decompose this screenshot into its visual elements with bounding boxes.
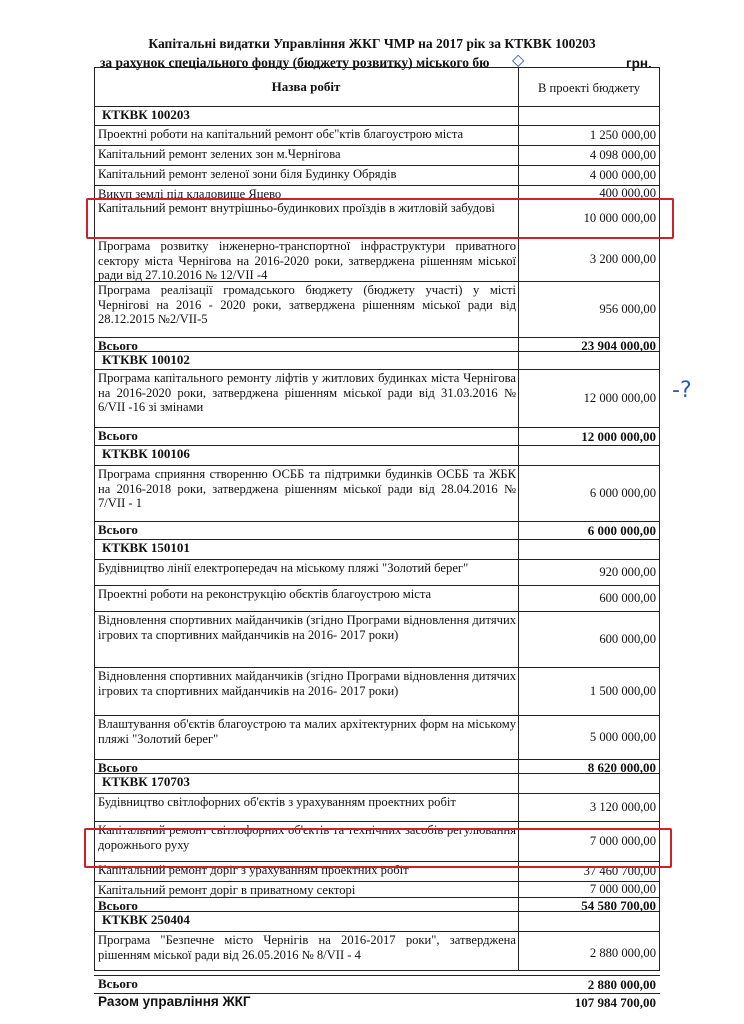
row-label: Програма реалізації громадського бюджету (бюджету участі) у місті Чернігові на 2016 - 2020 роки, затверджена рішенням міської ради від 28.12.2015 №2/VII-5 [98, 283, 516, 326]
row-label: Програма сприяння створенню ОСББ та підтримки будинків ОСББ та ЖБК на 2016-2018 роки, затверджена рішенням міської ради від 28.04.2016 № 7/VII - 1 [98, 467, 516, 510]
section-code: КТКВК 170703 [102, 774, 190, 789]
table-row [94, 281, 660, 337]
table-row [94, 585, 660, 611]
table-row [94, 165, 660, 185]
table-row [94, 559, 660, 585]
grand-total-row [94, 993, 660, 1011]
row-amount: 4 000 000,00 [589, 168, 656, 182]
section-code: КТКВК 100203 [102, 107, 190, 122]
row-label: Всього [98, 760, 138, 775]
header-name: Назва робіт [271, 79, 341, 94]
row-amount: 3 120 000,00 [589, 800, 656, 814]
total-row [94, 897, 660, 911]
total-row [94, 759, 660, 773]
table-row [94, 145, 660, 165]
row-amount: 5 000 000,00 [589, 730, 656, 744]
row-amount: 54 580 700,00 [581, 898, 656, 913]
row-amount: 23 904 000,00 [581, 338, 656, 353]
row-amount: 2 880 000,00 [587, 977, 656, 992]
row-amount: 8 620 000,00 [587, 760, 656, 775]
table-row [94, 931, 660, 975]
row-label: Програма капітального ремонту ліфтів у житлових будинках міста Чернігова на 2016-2020 роки, затверджена рішенням міської ради від 31.03.2016 № 6/VII -16 зі змінами [98, 371, 516, 414]
row-amount: 7 000 000,00 [589, 882, 656, 896]
total-row [94, 975, 660, 993]
row-label: Будівництво лінії електропередач на міському пляжі "Золотий берег" [98, 561, 469, 575]
row-label: Капітальний ремонт зелених зон м.Чернігова [98, 147, 341, 161]
table-row [94, 369, 660, 427]
section-code: КТКВК 150101 [102, 540, 190, 555]
total-row [94, 427, 660, 445]
row-label: Капітальний ремонт доріг в приватному секторі [98, 883, 356, 897]
table-row [94, 667, 660, 715]
section-header-row [94, 106, 660, 125]
row-label: Відновлення спортивних майданчиків (згідно Програми відновлення дитячих ігрових та спортивних майданчиків на 2016- 2017 роки) [98, 669, 516, 698]
header-budget: В проекті бюджету [537, 81, 641, 95]
table-row [94, 715, 660, 759]
highlight-box [84, 828, 672, 868]
row-amount: 2 880 000,00 [589, 946, 656, 960]
row-label: Програма розвитку інженерно-транспортної інфраструктури приватного сектору міста Чернігова на 2016-2020 роки, затверджена рішенням міської ради від 27.10.2016 № 12/VII -4 [98, 239, 516, 282]
table-header [94, 67, 660, 106]
table-row [94, 125, 660, 145]
document-subtitle: за рахунок спеціального фонду (бюджету розвитку) міського бю [100, 55, 490, 70]
row-label: Капітальний ремонт зеленої зони біля Будинку Обрядів [98, 167, 397, 181]
row-amount: 600 000,00 [599, 591, 656, 605]
row-label: Капітальний ремонт світлофорних об'єктів та технічних засобів регулювання дорожнього руху [98, 823, 516, 852]
row-amount: 920 000,00 [599, 565, 656, 579]
currency-unit: грн. [626, 56, 652, 71]
document-title: Капітальні видатки Управління ЖКГ ЧМР на 2017 рік за КТКВК 100203 [148, 36, 596, 51]
highlight-box [86, 198, 674, 239]
row-label: Викуп землі під кладовище Яцево [98, 187, 282, 201]
row-amount: 400 000,00 [599, 186, 656, 200]
table-row [94, 465, 660, 521]
row-label: Разом управління ЖКГ [98, 994, 251, 1009]
row-label: Всього [98, 428, 138, 443]
row-amount: 12 000 000,00 [581, 429, 656, 444]
section-code: КТКВК 250404 [102, 912, 190, 927]
row-amount: 3 200 000,00 [589, 252, 656, 266]
row-label: Проектні роботи на реконструкцію обєктів благоустрою міста [98, 587, 432, 601]
table-row [94, 793, 660, 821]
row-label: Всього [98, 522, 138, 537]
row-amount: 1 250 000,00 [589, 128, 656, 142]
row-amount: 6 000 000,00 [589, 486, 656, 500]
total-row [94, 521, 660, 539]
margin-note: -? [672, 378, 692, 403]
section-code: КТКВК 100102 [102, 352, 190, 367]
row-amount: 600 000,00 [599, 632, 656, 646]
row-amount: 10 000 000,00 [583, 211, 656, 225]
row-label: Всього [98, 976, 138, 991]
row-label: Відновлення спортивних майданчиків (згідно Програми відновлення дитячих ігрових та спортивних майданчиків на 2016- 2017 роки) [98, 613, 516, 642]
section-header-row [94, 445, 660, 465]
row-label: Капітальний ремонт доріг з урахуванням проектних робіт [98, 863, 409, 877]
row-amount: 37 460 700,00 [583, 864, 656, 878]
row-label: Всього [98, 898, 138, 913]
row-amount: 107 984 700,00 [574, 995, 656, 1010]
section-header-row [94, 539, 660, 559]
row-amount: 1 500 000,00 [589, 684, 656, 698]
row-amount: 7 000 000,00 [589, 834, 656, 848]
section-header-row [94, 773, 660, 793]
row-label: Програма "Безпечне місто Чернігів на 2016-2017 роки", затверджена рішенням міської ради від 26.05.2016 № 8/VII - 4 [98, 933, 516, 962]
total-row [94, 337, 660, 351]
row-label: Влаштування об'єктів благоустрою та малих архітектурних форм на міському пляжі "Золотий берег" [98, 717, 516, 746]
row-amount: 6 000 000,00 [587, 523, 656, 538]
section-header-row [94, 351, 660, 369]
row-label: Проектні роботи на капітальний ремонт обє"ктів благоустрою міста [98, 127, 464, 141]
table-row [94, 611, 660, 667]
table-row [94, 237, 660, 281]
row-label: Капітальний ремонт внутрішньо-будинкових проїздів в житловій забудові [98, 201, 495, 215]
table-row [94, 881, 660, 897]
row-amount: 956 000,00 [599, 302, 656, 316]
row-amount: 12 000 000,00 [583, 391, 656, 405]
section-header-row [94, 911, 660, 931]
row-label: Будівництво світлофорних об'єктів з урахуванням проектних робіт [98, 795, 456, 809]
row-amount: 4 098 000,00 [589, 148, 656, 162]
pen-mark-icon: ◇ [512, 50, 525, 69]
table-row [94, 185, 660, 199]
row-label: Всього [98, 338, 138, 353]
section-code: КТКВК 100106 [102, 446, 190, 461]
